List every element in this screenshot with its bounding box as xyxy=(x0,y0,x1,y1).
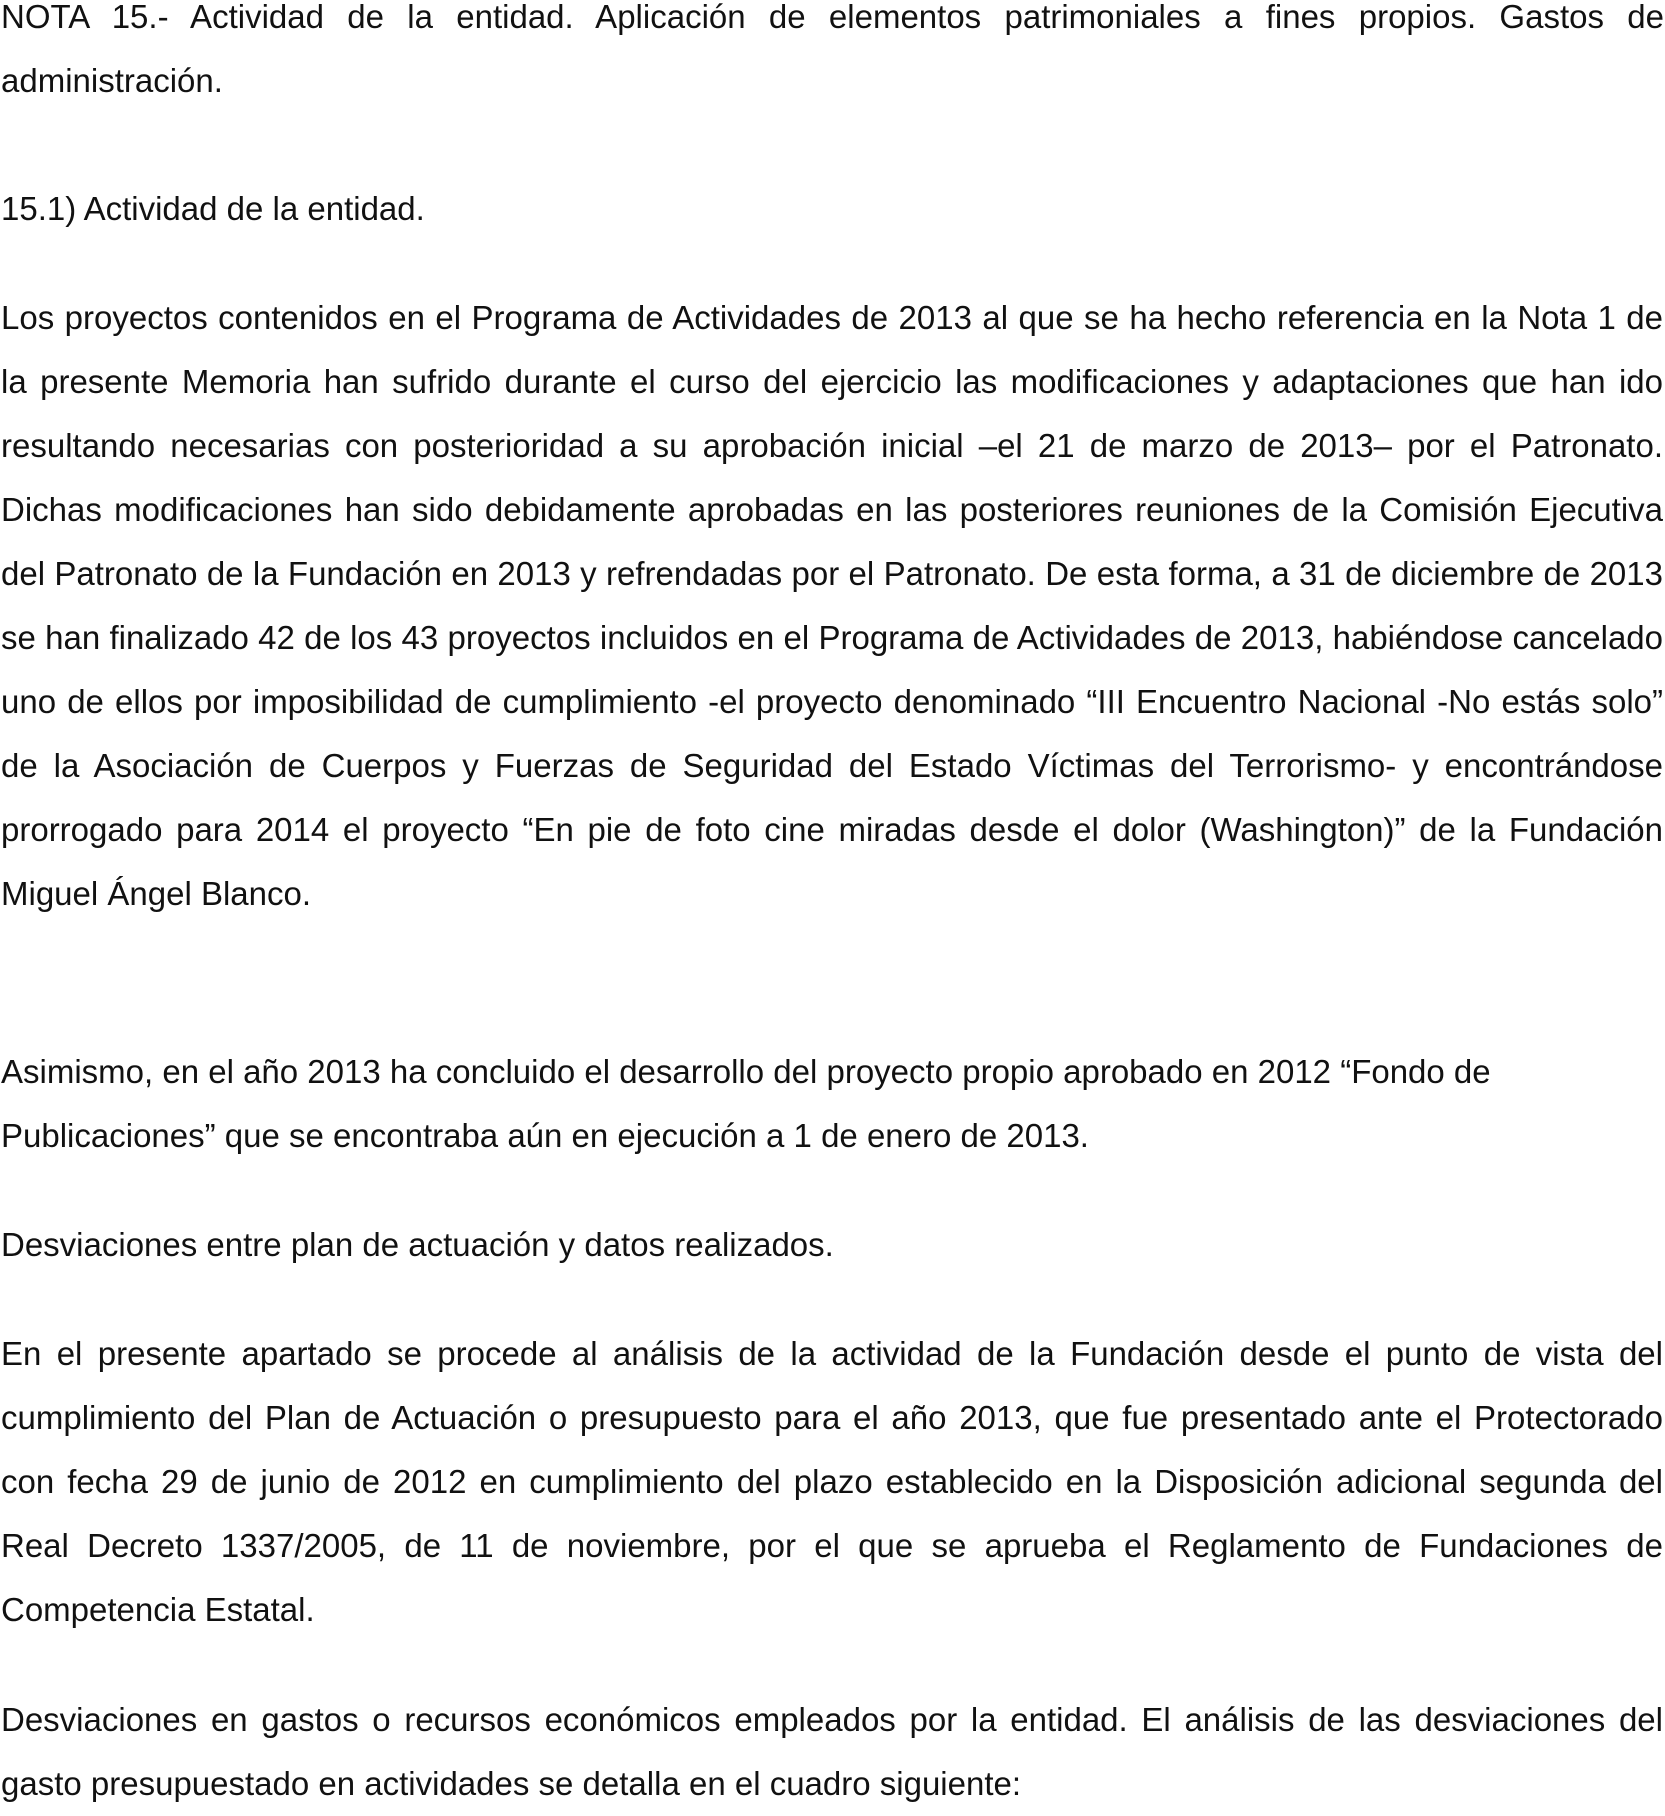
paragraph-expense-deviations: Desviaciones en gastos o recursos económicos empleados por la entidad. El análisis de las desviaciones del gasto presupuestado en actividades se detalla en el cuadro siguiente: xyxy=(1,1701,1663,1802)
section-heading: 15.1) Actividad de la entidad. xyxy=(1,190,425,227)
paragraph-project-activities: Los proyectos contenidos en el Programa de Actividades de 2013 al que se ha hecho referencia en la Nota 1 de la presente Memoria han sufrido durante el curso del ejercicio las modificaciones y adaptaciones que han ido resultando necesarias con posterioridad a su aprobación inicial –el 21 de marzo de 2013– por el Patronato. Dichas modificaciones han sido debidamente aprobadas en las posteriores reuniones de la Comisión Ejecutiva del Patronato de la Fundación en 2013 y refrendadas por el Patronato. De esta forma, a 31 de diciembre de 2013 se han finalizado 42 de los 43 proyectos incluidos en el Programa de Actividades de 2013, habiéndose cancelado uno de ellos por imposibilidad de cumplimiento -el proyecto denominado “III Encuentro Nacional -No estás solo” de la Asociación de Cuerpos y Fuerzas de Seguridad del Estado Víctimas del Terrorismo- y encontrándose prorrogado para 2014 el proyecto “En pie de foto cine miradas desde el dolor (Washington)” de la Fundación Miguel Ángel Blanco. xyxy=(1,299,1663,912)
paragraph-publications-fund: Asimismo, en el año 2013 ha concluido el desarrollo del proyecto propio aprobado en 2012 “Fondo de Publicaciones” que se encontraba aún en ejecución a 1 de enero de 2013. xyxy=(1,1053,1491,1154)
note-heading: NOTA 15.- Actividad de la entidad. Aplicación de elementos patrimoniales a fines propios. Gastos de administración. xyxy=(1,0,1664,99)
paragraph-action-plan-analysis: En el presente apartado se procede al análisis de la actividad de la Fundación desde el punto de vista del cumplimiento del Plan de Actuación o presupuesto para el año 2013, que fue presentado ante el Protectorado con fecha 29 de junio de 2012 en cumplimiento del plazo establecido en la Disposición adicional segunda del Real Decreto 1337/2005, de 11 de noviembre, por el que se aprueba el Reglamento de Fundaciones de Competencia Estatal. xyxy=(1,1335,1663,1628)
subheading-deviations: Desviaciones entre plan de actuación y datos realizados. xyxy=(1,1226,834,1263)
